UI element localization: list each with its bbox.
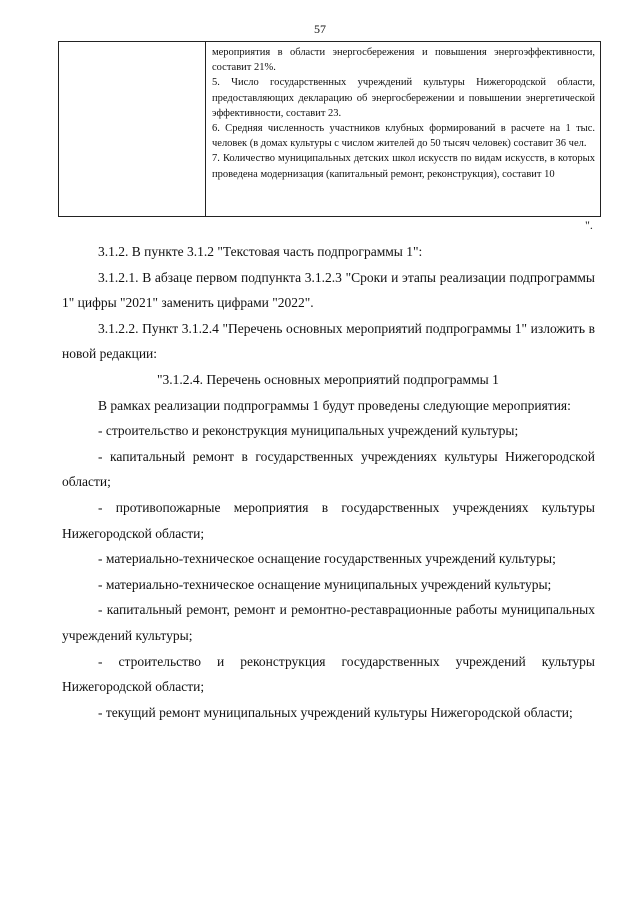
list-item: - строительство и реконструкция муниципальных учреждений культуры; xyxy=(98,423,519,439)
table-text-line: мероприятия в области энергосбережения и повышения энергоэффективности, составит 21%. xyxy=(212,47,595,74)
table-text-line: 5. Число государственных учреждений культуры Нижегородской области, предоставляющих декларацию об энергосбережении и повышении энергетической эффективности, составит 23. xyxy=(212,77,595,119)
table-cell-text xyxy=(206,42,600,216)
document-body xyxy=(62,239,595,725)
page-number: 57 xyxy=(314,22,326,36)
table-text-line: 7. Количество муниципальных детских школ искусств по видам искусств, в которых проведена модернизация (капитальный ремонт, реконструкция), составит 10 xyxy=(212,153,595,180)
table-cell-empty xyxy=(59,42,206,216)
table xyxy=(58,41,601,217)
list-item: - материально-техническое оснащение государственных учреждений культуры; xyxy=(98,551,556,567)
list-item: - капитальный ремонт, ремонт и ремонтно-реставрационные работы муниципальных учреждений культуры; xyxy=(62,602,595,643)
section-heading: "3.1.2.4. Перечень основных мероприятий подпрограммы 1 xyxy=(157,371,499,387)
list-item: - капитальный ремонт в государственных учреждениях культуры Нижегородской области; xyxy=(62,448,595,490)
list-item: - текущий ремонт муниципальных учреждений культуры Нижегородской области; xyxy=(98,704,573,720)
list-item: - материально-техническое оснащение муниципальных учреждений культуры; xyxy=(98,576,552,592)
closing-quote: ". xyxy=(585,218,593,232)
list-item: - противопожарные мероприятия в государственных учреждениях культуры Нижегородской области; xyxy=(62,499,595,541)
table-text-line: 6. Средняя численность участников клубных формирований в расчете на 1 тыс. человек (в домах культуры с числом жителей до 50 тысяч человек) составит 36 чел. xyxy=(212,123,595,150)
list-item: - строительство и реконструкция государственных учреждений культуры Нижегородской области; xyxy=(62,653,595,695)
paragraph: В рамках реализации подпрограммы 1 будут проведены следующие мероприятия: xyxy=(98,397,571,413)
paragraph: 3.1.2.1. В абзаце первом подпункта 3.1.2.3 "Сроки и этапы реализации подпрограммы 1" цифры "2021" заменить цифрами "2022". xyxy=(62,269,595,311)
paragraph: 3.1.2. В пункте 3.1.2 "Текстовая часть подпрограммы 1": xyxy=(98,244,423,259)
paragraph: 3.1.2.2. Пункт 3.1.2.4 "Перечень основных мероприятий подпрограммы 1" изложить в новой редакции: xyxy=(62,320,595,362)
